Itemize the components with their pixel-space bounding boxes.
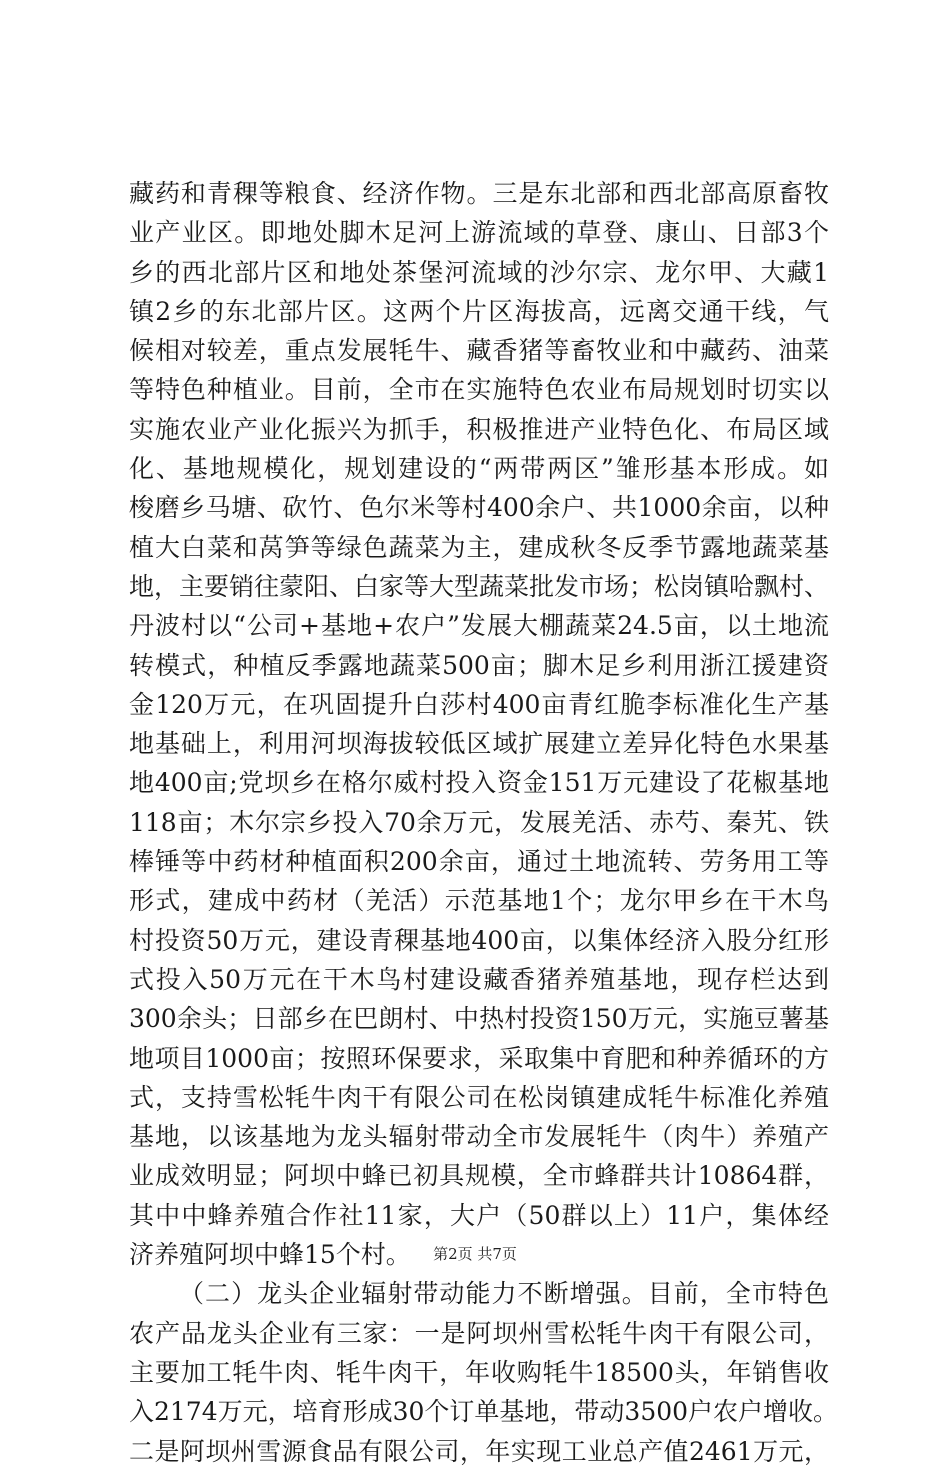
text-line: 转模式，种植反季露地蔬菜500亩；脚木足乡利用浙江援建资: [129, 650, 829, 680]
text-line: 基地，以该基地为龙头辐射带动全市发展牦牛（肉牛）养殖产: [129, 1122, 829, 1152]
text-line: 地400亩;党坝乡在格尔威村投入资金151万元建设了花椒基地: [129, 768, 829, 798]
text-line: 实施农业产业化振兴为抓手，积极推进产业特色化、布局区域: [129, 414, 829, 444]
text-line: 济养殖阿坝中蜂15个村。: [129, 1240, 411, 1270]
text-line: 农产品龙头企业有三家：一是阿坝州雪松牦牛肉干有限公司，: [129, 1318, 829, 1348]
text-line: 地项目1000亩；按照环保要求，采取集中育肥和种养循环的方: [129, 1043, 829, 1073]
text-line: 主要加工牦牛肉、牦牛肉干，年收购牦牛18500头，年销售收: [129, 1357, 829, 1387]
text-line: 植大白菜和莴笋等绿色蔬菜为主，建成秋冬反季节露地蔬菜基: [129, 532, 829, 562]
body-text: [129, 174, 839, 1471]
page-footer: 第2页 共7页: [433, 1245, 517, 1263]
text-line: 村投资50万元，建设青稞基地400亩，以集体经济入股分红形: [129, 925, 829, 955]
text-line: 二是阿坝州雪源食品有限公司，年实现工业总产值2461万元，: [129, 1436, 829, 1466]
text-line: 等特色种植业。目前，全市在实施特色农业布局规划时切实以: [129, 375, 829, 405]
text-line: 118亩；木尔宗乡投入70余万元，发展羌活、赤芍、秦艽、铁: [129, 807, 829, 837]
text-line: 镇2乡的东北部片区。这两个片区海拔高，远离交通干线，气: [129, 296, 829, 326]
text-line: 乡的西北部片区和地处茶堡河流域的沙尔宗、龙尔甲、大藏1: [129, 257, 829, 287]
text-line: 地基础上，利用河坝海拔较低区域扩展建立差异化特色水果基: [129, 729, 829, 759]
text-line: 式，支持雪松牦牛肉干有限公司在松岗镇建成牦牛标准化养殖: [129, 1082, 829, 1112]
text-line: 式投入50万元在干木鸟村建设藏香猪养殖基地，现存栏达到: [129, 964, 829, 994]
text-line: 金120万元，在巩固提升白莎村400亩青红脆李标准化生产基: [129, 689, 829, 719]
text-line: 地，主要销往蒙阳、白家等大型蔬菜批发市场；松岗镇哈飘村、: [129, 571, 830, 601]
text-line: 形式，建成中药材（羌活）示范基地1个；龙尔甲乡在干木鸟: [129, 886, 829, 916]
text-line: 入2174万元，培育形成30个订单基地，带动3500户农户增收。: [129, 1397, 839, 1427]
text-line: 其中中蜂养殖合作社11家，大户（50群以上）11户，集体经: [129, 1200, 829, 1230]
text-line: 梭磨乡马塘、砍竹、色尔米等村400余户、共1000余亩，以种: [129, 493, 829, 523]
text-line: 藏药和青稞等粮食、经济作物。三是东北部和西北部高原畜牧: [129, 179, 829, 208]
text-line: 业产业区。即地处脚木足河上游流域的草登、康山、日部3个: [129, 218, 829, 248]
text-line: 候相对较差，重点发展牦牛、藏香猪等畜牧业和中藏药、油菜: [129, 336, 829, 366]
text-line: 化、基地规模化，规划建设的“两带两区”雏形基本形成。如: [129, 454, 829, 484]
text-line: 300余头；日部乡在巴朗村、中热村投资150万元，实施豆薯基: [129, 1004, 829, 1034]
text-line: 棒锤等中药材种植面积200余亩，通过土地流转、劳务用工等: [129, 847, 829, 877]
text-line: 丹波村以“公司+基地+农户”发展大棚蔬菜24.5亩，以土地流: [129, 611, 829, 641]
text-line: 业成效明显；阿坝中蜂已初具规模，全市蜂群共计10864群，: [129, 1161, 829, 1191]
paragraph-heading-line: （二）龙头企业辐射带动能力不断增强。目前，全市特色: [179, 1279, 829, 1309]
